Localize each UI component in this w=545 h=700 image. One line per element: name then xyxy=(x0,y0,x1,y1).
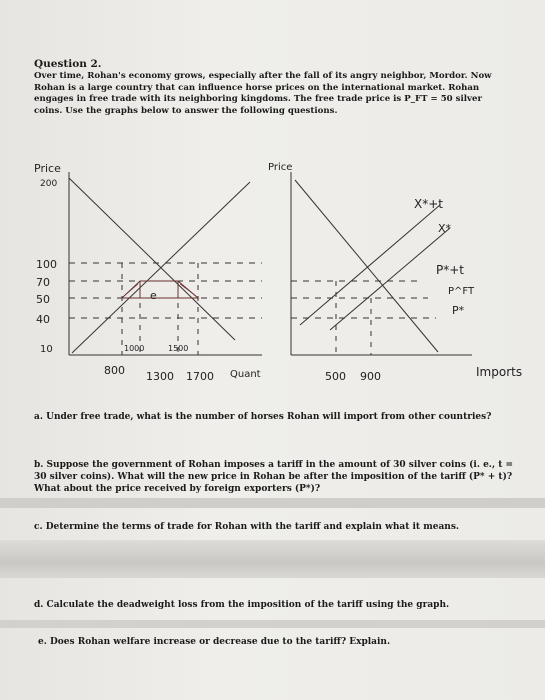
right-x-label: Imports xyxy=(476,365,523,379)
left-y-top: 200 xyxy=(40,179,58,189)
left-y-tick: 50 xyxy=(36,293,50,306)
left-inner-label: 1500 xyxy=(168,344,189,353)
tariff-area xyxy=(122,281,198,298)
left-y-tick: 100 xyxy=(36,258,57,271)
right-x-tick: 900 xyxy=(360,370,381,383)
left-inner-label: 1000 xyxy=(124,344,145,353)
left-y-tick: 70 xyxy=(36,276,50,289)
export-supply-tariff-curve xyxy=(300,205,440,325)
left-x-tick: 800 xyxy=(104,364,125,377)
curve-label: X*+t xyxy=(414,197,443,211)
demand-curve xyxy=(69,178,235,340)
left-y-tick: 40 xyxy=(36,313,50,326)
curve-label: P^FT xyxy=(448,286,475,297)
question-text: Over time, Rohan's economy grows, especially after the fall of its angry neighbor, Mordor. Now Rohan is a large country that can influence horse prices on the international market. Rohan engages in free trade with its neighboring kingdoms. The free trade price is P_FT = 50 silver coins. Use the graphs below to answer the following questions. xyxy=(34,71,492,116)
right-y-label: Price xyxy=(268,162,293,173)
question-title: Question 2. xyxy=(34,58,102,70)
left-y-tick: 10 xyxy=(40,344,53,355)
hatch xyxy=(124,284,138,296)
left-x-tick: 1700 xyxy=(186,370,214,383)
part-d: d. Calculate the deadweight loss from the imposition of the tariff using the graph. xyxy=(34,600,450,610)
right-x-tick: 500 xyxy=(325,370,346,383)
area-e-label: e xyxy=(150,289,157,302)
left-x-tick: 1300 xyxy=(146,370,174,383)
curve-label: P*+t xyxy=(436,263,464,277)
left-x-label: Quant xyxy=(230,369,261,380)
part-b: b. Suppose the government of Rohan imposes a tariff in the amount of 30 silver coins (i. e., t = 30 silver coins). What will the new price in Rohan be after the imposition of the tariff (P* + t)? What about the price received by foreign exporters (P*)? xyxy=(34,460,514,494)
curve-label: P* xyxy=(452,304,465,317)
part-e: e. Does Rohan welfare increase or decrease due to the tariff? Explain. xyxy=(38,637,391,647)
curve-label: X* xyxy=(438,222,452,235)
part-c: c. Determine the terms of trade for Rohan with the tariff and explain what it means. xyxy=(34,522,460,532)
part-a: a. Under free trade, what is the number of horses Rohan will import from other countries? xyxy=(34,412,492,422)
left-graph xyxy=(69,172,262,355)
left-y-label: Price xyxy=(34,162,61,175)
